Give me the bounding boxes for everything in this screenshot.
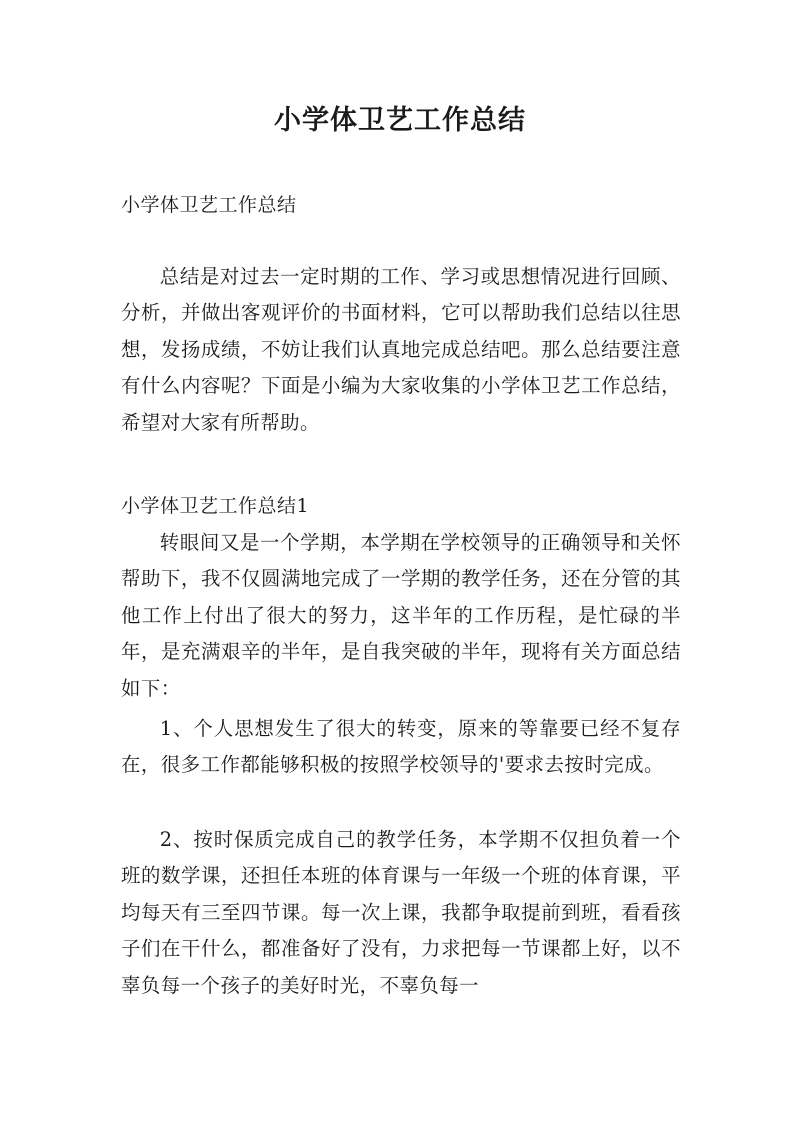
section-heading: 小学体卫艺工作总结1 <box>121 495 310 517</box>
list-item: 1、个人思想发生了很大的转变，原来的等靠要已经不复存在，很多工作都能够积极的按照学校领导的'要求去按时完成。 <box>121 717 681 777</box>
document-subtitle: 小学体卫艺工作总结 <box>121 194 297 216</box>
document-title: 小学体卫艺工作总结 <box>274 105 526 136</box>
section-paragraph: 转眼间又是一个学期，本学期在学校领导的正确领导和关怀帮助下，我不仅圆满地完成了一学期的教学任务，还在分管的其他工作上付出了很大的努力，这半年的工作历程，是忙碌的半年，是充满艰辛的半年，是自我突破的半年，现将有关方面总结如下： <box>121 531 681 700</box>
intro-paragraph: 总结是对过去一定时期的工作、学习或思想情况进行回顾、分析，并做出客观评价的书面材料，它可以帮助我们总结以往思想，发扬成绩，不妨让我们认真地完成总结吧。那么总结要注意有什么内容呢？下面是小编为大家收集的小学体卫艺工作总结，希望对大家有所帮助。 <box>121 265 681 434</box>
list-item: 2、按时保质完成自己的教学任务，本学期不仅担负着一个班的数学课，还担任本班的体育课与一年级一个班的体育课，平均每天有三至四节课。每一次上课，我都争取提前到班，看看孩子们在干什么，都准备好了没有，力求把每一节课都上好，以不辜负每一个孩子的美好时光，不辜负每一 <box>121 828 681 997</box>
